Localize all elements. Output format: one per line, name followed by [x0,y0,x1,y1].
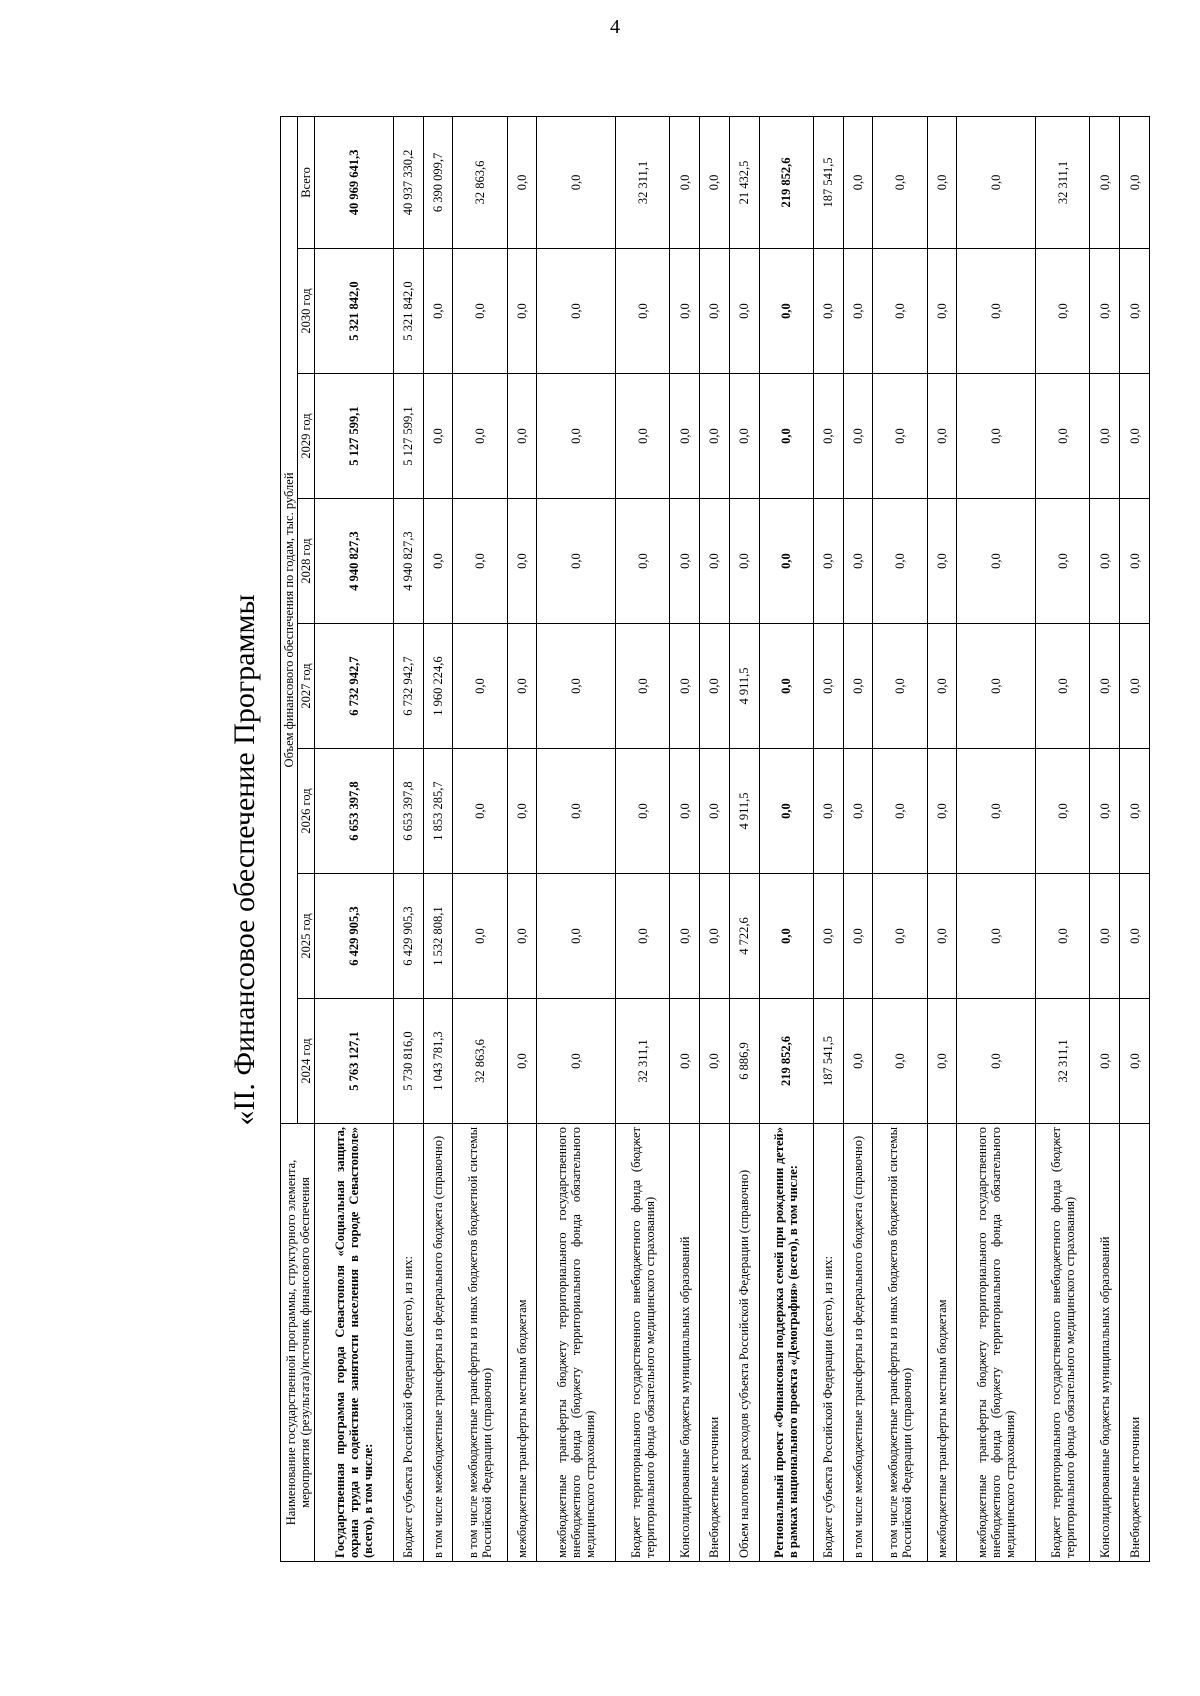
row-value: 0,0 [873,374,927,499]
row-value: 187 541,5 [813,116,843,248]
row-value: 0,0 [537,874,616,999]
row-value: 0,0 [927,624,957,749]
row-value: 4 911,5 [729,624,759,749]
row-value: 0,0 [927,999,957,1124]
row-value: 0,0 [957,624,1036,749]
table-row [315,116,394,1561]
row-value: 0,0 [843,999,873,1124]
row-value: 32 311,1 [616,999,670,1124]
row-value: 0,0 [1036,624,1090,749]
header-year-0: 2024 год [298,999,315,1124]
row-value: 0,0 [843,374,873,499]
row-value: 0,0 [759,249,813,374]
row-value: 0,0 [1036,249,1090,374]
row-value: 0,0 [507,116,537,248]
table-row [537,116,616,1561]
row-name: в том числе межбюджетные трансферты из иных бюджетов бюджетной системы Российской Федерации (справочно) [453,1124,507,1562]
header-year-1: 2025 год [298,874,315,999]
row-name: Внебюджетные источники [700,1124,730,1562]
row-value: 0,0 [759,749,813,874]
row-value: 6 429 905,3 [315,874,394,999]
row-value: 0,0 [423,374,453,499]
row-value: 0,0 [453,624,507,749]
row-value: 0,0 [537,249,616,374]
row-value: 6 886,9 [729,999,759,1124]
page-number: 4 [610,16,620,38]
table-row [813,116,843,1561]
row-value: 0,0 [670,374,700,499]
row-value: 0,0 [453,374,507,499]
row-value: 0,0 [1120,624,1150,749]
row-value: 5 730 816,0 [393,999,423,1124]
row-value: 1 960 224,6 [423,624,453,749]
row-value: 0,0 [813,249,843,374]
row-value: 0,0 [759,499,813,624]
row-value: 0,0 [1036,749,1090,874]
row-value: 1 532 808,1 [423,874,453,999]
row-value: 0,0 [670,499,700,624]
row-value: 0,0 [873,624,927,749]
row-value: 4 940 827,3 [315,499,394,624]
table-row [957,116,1036,1561]
row-value: 0,0 [873,249,927,374]
row-value: 0,0 [507,499,537,624]
row-value: 0,0 [700,749,730,874]
row-value: 0,0 [507,374,537,499]
table-row [393,116,423,1561]
row-value: 0,0 [813,374,843,499]
row-value: 219 852,6 [759,999,813,1124]
row-value: 0,0 [670,116,700,248]
row-value: 0,0 [843,874,873,999]
row-value: 0,0 [1120,999,1150,1124]
row-value: 0,0 [1120,874,1150,999]
row-value: 0,0 [423,499,453,624]
row-value: 0,0 [927,874,957,999]
row-value: 0,0 [813,874,843,999]
table-row [507,116,537,1561]
row-value: 0,0 [813,749,843,874]
row-value: 0,0 [843,499,873,624]
row-name: Бюджет территориального государственного внебюджетного фонда (бюджет территориального фонда обязательного медицинского страхования) [1036,1124,1090,1562]
table-row [1120,116,1150,1561]
row-value: 0,0 [670,999,700,1124]
row-value: 32 863,6 [453,116,507,248]
row-value: 0,0 [1036,374,1090,499]
row-value: 0,0 [957,374,1036,499]
row-value: 0,0 [670,874,700,999]
row-value: 40 937 330,2 [393,116,423,248]
row-value: 5 763 127,1 [315,999,394,1124]
row-value: 6 653 397,8 [393,749,423,874]
row-value: 0,0 [507,624,537,749]
row-value: 0,0 [729,249,759,374]
row-value: 32 311,1 [616,116,670,248]
row-value: 5 127 599,1 [315,374,394,499]
row-value: 0,0 [843,249,873,374]
row-value: 1 043 781,3 [423,999,453,1124]
row-value: 0,0 [700,499,730,624]
row-value: 0,0 [537,499,616,624]
table-row [1090,116,1120,1561]
row-value: 0,0 [616,499,670,624]
row-value: 5 321 842,0 [393,249,423,374]
row-value: 0,0 [1120,499,1150,624]
row-value: 32 863,6 [453,999,507,1124]
row-value: 0,0 [507,249,537,374]
row-value: 187 541,5 [813,999,843,1124]
row-value: 0,0 [927,499,957,624]
row-value: 0,0 [700,999,730,1124]
row-value: 0,0 [1090,116,1120,248]
row-value: 0,0 [957,749,1036,874]
row-value: 0,0 [1120,749,1150,874]
row-value: 0,0 [453,249,507,374]
row-value: 0,0 [1120,374,1150,499]
row-value: 0,0 [616,374,670,499]
row-value: 0,0 [759,874,813,999]
row-name: межбюджетные трансферты бюджету территориального государственного внебюджетного фонда (бюджету территориального фонда обязательного медицинского страхования) [537,1124,616,1562]
row-value: 0,0 [453,874,507,999]
row-value: 0,0 [537,116,616,248]
row-value: 0,0 [729,499,759,624]
row-value: 0,0 [537,999,616,1124]
table-row [873,116,927,1561]
row-value: 0,0 [700,116,730,248]
row-value: 0,0 [759,374,813,499]
row-name: в том числе межбюджетные трансферты из иных бюджетов бюджетной системы Российской Федерации (справочно) [873,1124,927,1562]
row-name: межбюджетные трансферты местным бюджетам [927,1124,957,1562]
header-funding-group: Объем финансового обеспечения по годам, тыс. рублей [281,116,298,1123]
table-row [1036,116,1090,1561]
row-value: 0,0 [843,624,873,749]
row-value: 0,0 [927,249,957,374]
row-name: Консолидированные бюджеты муниципальных образований [1090,1124,1120,1562]
header-year-3: 2027 год [298,624,315,749]
row-value: 0,0 [616,624,670,749]
row-value: 0,0 [537,374,616,499]
row-name: Консолидированные бюджеты муниципальных образований [670,1124,700,1562]
row-value: 0,0 [700,249,730,374]
row-value: 4 911,5 [729,749,759,874]
row-value: 0,0 [1090,374,1120,499]
row-value: 0,0 [507,874,537,999]
header-name-column: Наименование государственной программы, структурного элемента, мероприятия (результата)/источник финансового обеспечения [281,1124,315,1562]
table-row [729,116,759,1561]
row-value: 0,0 [873,116,927,248]
row-value: 6 732 942,7 [393,624,423,749]
row-value: 40 969 641,3 [315,116,394,248]
row-value: 0,0 [453,499,507,624]
row-value: 0,0 [507,749,537,874]
row-name: в том числе межбюджетные трансферты из федерального бюджета (справочно) [843,1124,873,1562]
row-value: 6 390 099,7 [423,116,453,248]
row-value: 0,0 [616,749,670,874]
financing-table [280,116,1150,1562]
table-body [315,116,1150,1561]
table-row [759,116,813,1561]
table-header [281,116,315,1561]
table-row [927,116,957,1561]
row-value: 0,0 [700,874,730,999]
table-row [670,116,700,1561]
row-value: 0,0 [700,374,730,499]
row-value: 6 653 397,8 [315,749,394,874]
row-value: 0,0 [1120,116,1150,248]
row-value: 0,0 [1036,874,1090,999]
table-row [843,116,873,1561]
row-value: 0,0 [670,624,700,749]
row-value: 0,0 [616,249,670,374]
row-value: 0,0 [813,624,843,749]
header-year-2: 2026 год [298,749,315,874]
row-value: 0,0 [700,624,730,749]
row-value: 0,0 [927,749,957,874]
row-value: 0,0 [957,249,1036,374]
row-value: 32 311,1 [1036,116,1090,248]
row-value: 0,0 [1036,499,1090,624]
row-name: Бюджет субъекта Российской Федерации (всего), из них: [393,1124,423,1562]
row-value: 0,0 [873,749,927,874]
row-value: 5 321 842,0 [315,249,394,374]
row-name: Внебюджетные источники [1120,1124,1150,1562]
row-value: 0,0 [507,999,537,1124]
row-name: Объем налоговых расходов субъекта Российской Федерации (справочно) [729,1124,759,1562]
table-row [453,116,507,1561]
row-value: 0,0 [1090,624,1120,749]
row-value: 0,0 [957,499,1036,624]
row-value: 4 722,6 [729,874,759,999]
row-name: межбюджетные трансферты бюджету территориального государственного внебюджетного фонда (бюджету территориального фонда обязательного медицинского страхования) [957,1124,1036,1562]
row-value: 0,0 [957,874,1036,999]
row-name: Региональный проект «Финансовая поддержка семей при рождении детей» в рамках национального проекта «Демография» (всего), в том числе: [759,1124,813,1562]
row-value: 0,0 [1090,999,1120,1124]
row-value: 0,0 [423,249,453,374]
row-value: 0,0 [1090,249,1120,374]
row-value: 4 940 827,3 [393,499,423,624]
row-value: 0,0 [813,499,843,624]
header-year-5: 2029 год [298,374,315,499]
table-row [700,116,730,1561]
row-value: 0,0 [1120,249,1150,374]
row-value: 6 732 942,7 [315,624,394,749]
header-year-6: 2030 год [298,249,315,374]
row-value: 0,0 [843,116,873,248]
document-title: «II. Финансовое обеспечение Программы [228,594,261,1126]
row-value: 0,0 [729,374,759,499]
header-year-7: Всего [298,116,315,248]
row-name: в том числе межбюджетные трансферты из федерального бюджета (справочно) [423,1124,453,1562]
row-value: 0,0 [873,999,927,1124]
row-value: 219 852,6 [759,116,813,248]
row-value: 0,0 [1090,749,1120,874]
row-value: 0,0 [957,999,1036,1124]
row-value: 0,0 [537,749,616,874]
row-value: 0,0 [759,624,813,749]
table-row [616,116,670,1561]
row-name: Бюджет субъекта Российской Федерации (всего), из них: [813,1124,843,1562]
row-value: 0,0 [873,499,927,624]
table-row [423,116,453,1561]
row-value: 0,0 [537,624,616,749]
row-name: Бюджет территориального государственного внебюджетного фонда (бюджет территориального фонда обязательного медицинского страхования) [616,1124,670,1562]
row-value: 0,0 [873,874,927,999]
row-value: 6 429 905,3 [393,874,423,999]
row-value: 5 127 599,1 [393,374,423,499]
row-value: 0,0 [670,249,700,374]
row-value: 0,0 [843,749,873,874]
row-value: 0,0 [616,874,670,999]
row-value: 21 432,5 [729,116,759,248]
row-value: 0,0 [453,749,507,874]
row-value: 0,0 [957,116,1036,248]
row-value: 0,0 [1090,499,1120,624]
row-value: 0,0 [670,749,700,874]
row-value: 0,0 [927,374,957,499]
row-value: 32 311,1 [1036,999,1090,1124]
row-name: межбюджетные трансферты местным бюджетам [507,1124,537,1562]
row-value: 0,0 [1090,874,1120,999]
row-name: Государственная программа города Севастополя «Социальная защита, охрана труда и содействие занятости населения в городе Севастополе» (всего), в том числе: [315,1124,394,1562]
rotated-page-content [220,110,1150,1610]
row-value: 1 853 285,7 [423,749,453,874]
header-year-4: 2028 год [298,499,315,624]
row-value: 0,0 [927,116,957,248]
